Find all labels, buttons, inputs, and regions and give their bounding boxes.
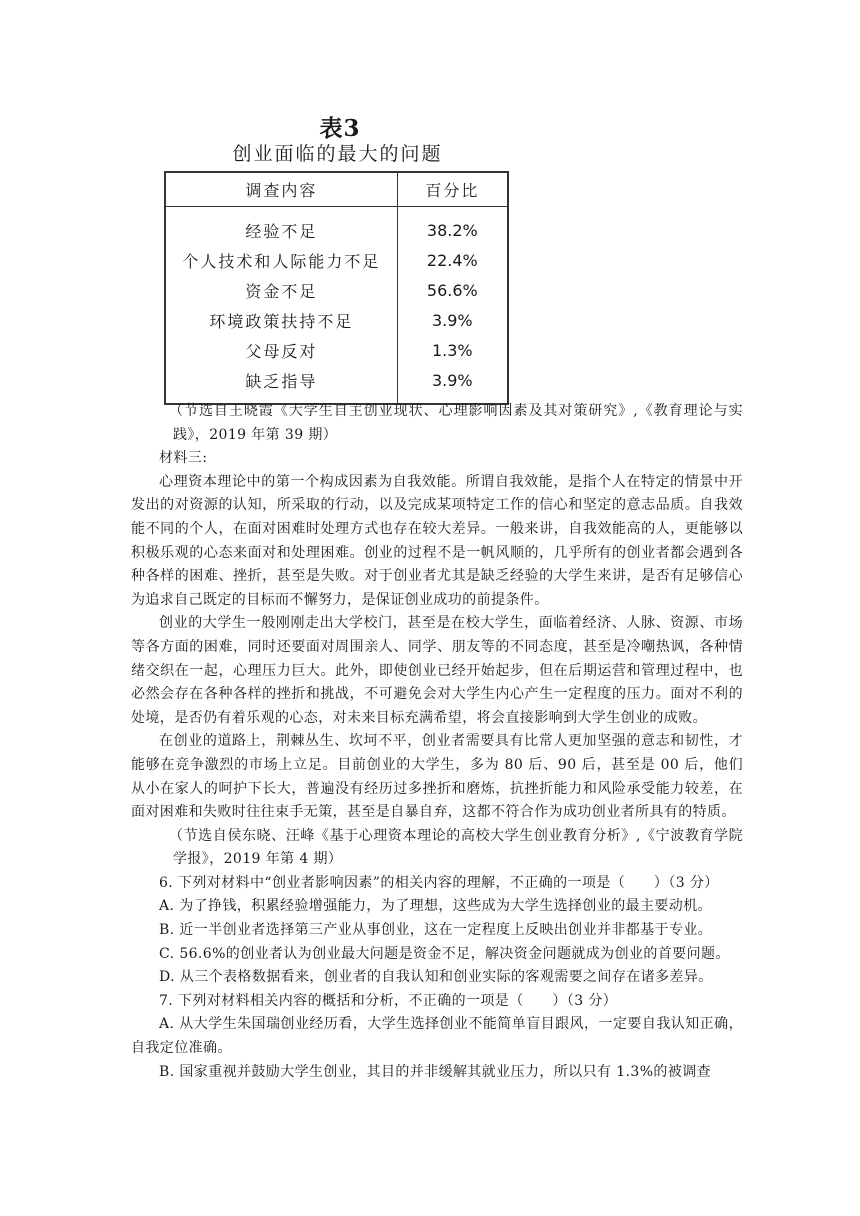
row-percent: 1.3% — [431, 340, 473, 360]
table-title: 表3 — [319, 115, 361, 142]
table-row — [165, 207, 508, 246]
material-label: 材料三: — [159, 450, 208, 467]
answer-option: A. 为了挣钱，积累经验增强能力，为了理想，这些成为大学生选择创业的最主要动机。 — [159, 898, 713, 915]
header-percent: 百分比 — [397, 172, 508, 207]
paragraph: 心理资本理论中的第一个构成因素为自我效能。所谓自我效能，是指个人在特定的情景中开发出的对资源的认知，所采取的行动，以及完成某项特定工作的信心和坚定的意志品质。自我效能不同的个人，在面对困难时处理方式也存在较大差异。一般来讲，自我效能高的人，更能够以积极乐观的心态来面对和处理困难。创业的过程不是一帆风顺的，几乎所有的创业者都会遇到各种各样的困难、挫折，甚至是失败。对于创业者尤其是缺乏经验的大学生来讲，是否有足够信心为追求自己既定的目标而不懈努力，是保证创业成功的前提条件。 — [131, 473, 743, 608]
table-subtitle: 创业面临的最大的问题 — [232, 143, 443, 165]
row-item: 父母反对 — [165, 335, 397, 365]
answer-option: C. 56.6%的创业者认为创业最大问题是资金不足，解决资金问题就成为创业的首要问题。 — [159, 945, 730, 962]
source-citation: （节选自侯东晓、汪峰《基于心理资本理论的高校大学生创业教育分析》,《宁波教育学院学报》，2019 年第 4 期） — [169, 827, 743, 868]
answer-option: B. 国家重视并鼓励大学生创业，其目的并非缓解其就业压力，所以只有 1.3%的被调查 — [159, 1063, 712, 1080]
header-item: 调查内容 — [165, 172, 397, 207]
row-percent: 3.9% — [431, 310, 473, 330]
row-item: 经验不足 — [165, 207, 397, 246]
survey-table — [164, 171, 509, 405]
document-body — [131, 400, 743, 1084]
table-row — [165, 305, 508, 335]
table-row — [165, 365, 508, 404]
answer-option: B. 近一半创业者选择第三产业从事创业，这在一定程度上反映出创业并非都基于专业。 — [159, 922, 713, 939]
table-row — [165, 245, 508, 275]
row-percent: 22.4% — [426, 250, 478, 270]
row-item: 个人技术和人际能力不足 — [165, 245, 397, 275]
answer-option: A. 从大学生朱国瑞创业经历看，大学生选择创业不能简单盲目跟风，一定要自我认知正确，自我定位准确。 — [131, 1016, 743, 1057]
table-header-row — [165, 172, 508, 207]
source-citation: （节选自王晓霞《大学生自主创业现状、心理影响因素及其对策研究》,《教育理论与实践》，2019 年第 39 期） — [169, 403, 743, 443]
row-item: 环境政策扶持不足 — [165, 305, 397, 335]
row-percent: 3.9% — [431, 370, 473, 390]
question-stem: 7. 下列对材料相关内容的概括和分析，不正确的一项是（ ）（3 分） — [159, 992, 618, 1009]
row-percent: 38.2% — [426, 220, 478, 240]
answer-option: D. 从三个表格数据看来，创业者的自我认知和创业实际的客观需要之间存在诸多差异。 — [159, 969, 713, 986]
paragraph: 创业的大学生一般刚刚走出大学校门，甚至是在校大学生，面临着经济、人脉、资源、市场等各方面的困难，同时还要面对周围亲人、同学、朋友等的不同态度，甚至是冷嘲热讽，各种情绪交织在一起，心理压力巨大。此外，即使创业已经开始起步，但在后期运营和管理过程中，也必然会存在各种各样的挫折和挑战，不可避免会对大学生内心产生一定程度的压力。面对不利的处境，是否仍有着乐观的心态，对未来目标充满希望，将会直接影响到大学生创业的成败。 — [131, 615, 743, 726]
paragraph: 在创业的道路上，荆棘丛生、坎坷不平，创业者需要具有比常人更加坚强的意志和韧性，才能够在竞争激烈的市场上立足。目前创业的大学生，多为 80 后、90 后，甚至是 00 后，他们从小在家人的呵护下长大，普遍没有经历过多挫折和磨炼，抗挫折能力和风险承受能力较差，在面对困难和失败时往往束手无策，甚至是自暴自弃，这都不符合作为成功创业者所具有的特质。 — [131, 733, 743, 821]
table-row — [165, 275, 508, 305]
question-stem: 6. 下列对材料中“创业者影响因素”的相关内容的理解，不正确的一项是（ ）（3 分） — [159, 874, 719, 891]
row-item: 缺乏指导 — [165, 365, 397, 404]
table-row — [165, 335, 508, 365]
row-item: 资金不足 — [165, 275, 397, 305]
row-percent: 56.6% — [426, 280, 478, 300]
